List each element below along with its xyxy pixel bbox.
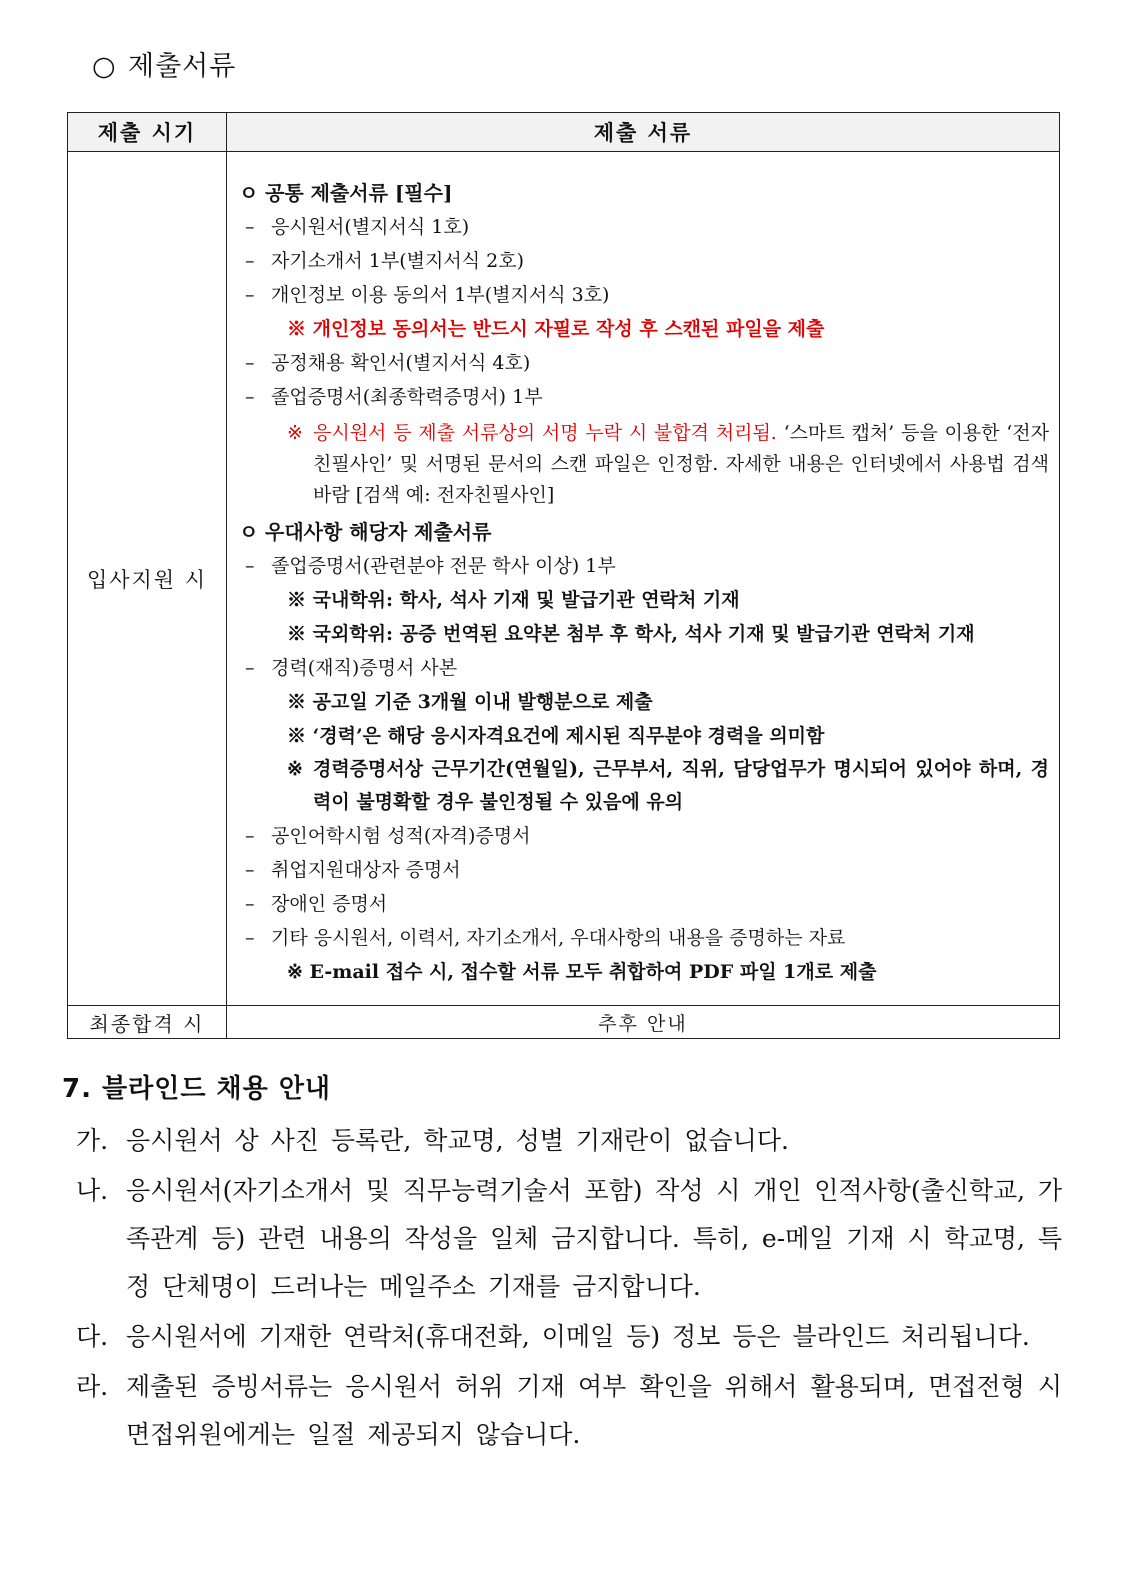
- blind-paragraph: 나. 응시원서(자기소개서 및 직무능력기술서 포함) 작성 시 개인 인적사항(출신학교, 가족관계 등) 관련 내용의 작성을 일체 금지합니다. 특히, e-메일 기재 시 학교명, 특정 단체명이 드러나는 메일주소 기재를 금지합니다.: [76, 1176, 1062, 1301]
- common-docs-title: ㅇ 공통 제출서류 [필수]: [239, 176, 1049, 210]
- career-note-issue-date: ※ 공고일 기준 3개월 이내 발행분으로 제출: [287, 691, 653, 713]
- section-title: 제출서류: [128, 51, 237, 82]
- privacy-note: ※ 개인정보 동의서는 반드시 자필로 작성 후 스캔된 파일을 제출: [287, 318, 825, 340]
- header-timing: 제출 시기: [68, 113, 227, 152]
- degree-note-foreign: ※ 국외학위: 공증 번역된 요약본 첨부 후 학사, 석사 기재 및 발급기관 연락처 기재: [287, 623, 975, 645]
- section-heading: [92, 44, 236, 83]
- list-item: – 자기소개서 1부(별지서식 2호): [245, 250, 524, 272]
- list-item: – 졸업증명서(관련분야 전문 학사 이상) 1부: [245, 555, 616, 577]
- signature-note: ※ 응시원서 등 제출 서류상의 서명 누락 시 불합격 처리됨. ‘스마트 캡처’ 등을 이용한 ‘전자친필사인’ 및 서명된 문서의 스캔 파일은 인정함. 자세한 내용은 인터넷에서 사용법 검색 바람 [검색 예: 전자친필사인]: [287, 422, 1050, 506]
- blind-hiring-heading: 7. 블라인드 채용 안내: [62, 1074, 332, 1104]
- preference-docs-title: ㅇ 우대사항 해당자 제출서류: [239, 515, 1049, 549]
- list-item: – 공인어학시험 성적(자격)증명서: [245, 825, 531, 847]
- list-item: – 장애인 증명서: [245, 893, 388, 915]
- table-header-row: [68, 113, 1060, 152]
- list-item: – 경력(재직)증명서 사본: [245, 657, 458, 679]
- documents-final: 추후 안내: [227, 1006, 1060, 1039]
- documents-application: [227, 152, 1060, 1006]
- blind-hiring-section: [62, 1068, 1062, 1461]
- table-row: [68, 152, 1060, 1006]
- circle-bullet-icon: ○: [92, 51, 117, 82]
- career-note-details: ※ 경력증명서상 근무기간(연월일), 근무부서, 직위, 담당업무가 명시되어 있어야 하며, 경력이 불명확할 경우 불인정될 수 있음에 유의: [287, 758, 1049, 813]
- degree-note-domestic: ※ 국내학위: 학사, 석사 기재 및 발급기관 연락처 기재: [287, 589, 740, 611]
- blind-paragraph: 라. 제출된 증빙서류는 응시원서 허위 기재 여부 확인을 위해서 활용되며, 면접전형 시 면접위원에게는 일절 제공되지 않습니다.: [76, 1372, 1062, 1449]
- timing-application: 입사지원 시: [68, 152, 227, 1006]
- list-item: – 취업지원대상자 증명서: [245, 859, 461, 881]
- list-item: – 졸업증명서(최종학력증명서) 1부: [245, 386, 543, 408]
- circle-bullet-icon: ㅇ: [239, 181, 259, 205]
- list-item: – 개인정보 이용 동의서 1부(별지서식 3호): [245, 284, 610, 306]
- timing-final: 최종합격 시: [68, 1006, 227, 1039]
- table-row: [68, 1006, 1060, 1039]
- header-documents: 제출 서류: [227, 113, 1060, 152]
- blind-paragraph: 다. 응시원서에 기재한 연락처(휴대전화, 이메일 등) 정보 등은 블라인드 처리됩니다.: [76, 1322, 1030, 1351]
- career-note-meaning: ※ ‘경력’은 해당 응시자격요건에 제시된 직무분야 경력을 의미함: [287, 725, 825, 747]
- email-note: ※ E-mail 접수 시, 접수할 서류 모두 취합하여 PDF 파일 1개로 제출: [287, 961, 877, 983]
- list-item: – 공정채용 확인서(별지서식 4호): [245, 352, 531, 374]
- list-item: – 응시원서(별지서식 1호): [245, 216, 470, 238]
- circle-bullet-icon: ㅇ: [239, 520, 259, 544]
- blind-paragraph: 가. 응시원서 상 사진 등록란, 학교명, 성별 기재란이 없습니다.: [76, 1126, 789, 1155]
- documents-table: [67, 112, 1060, 1039]
- list-item: – 기타 응시원서, 이력서, 자기소개서, 우대사항의 내용을 증명하는 자료: [245, 927, 846, 949]
